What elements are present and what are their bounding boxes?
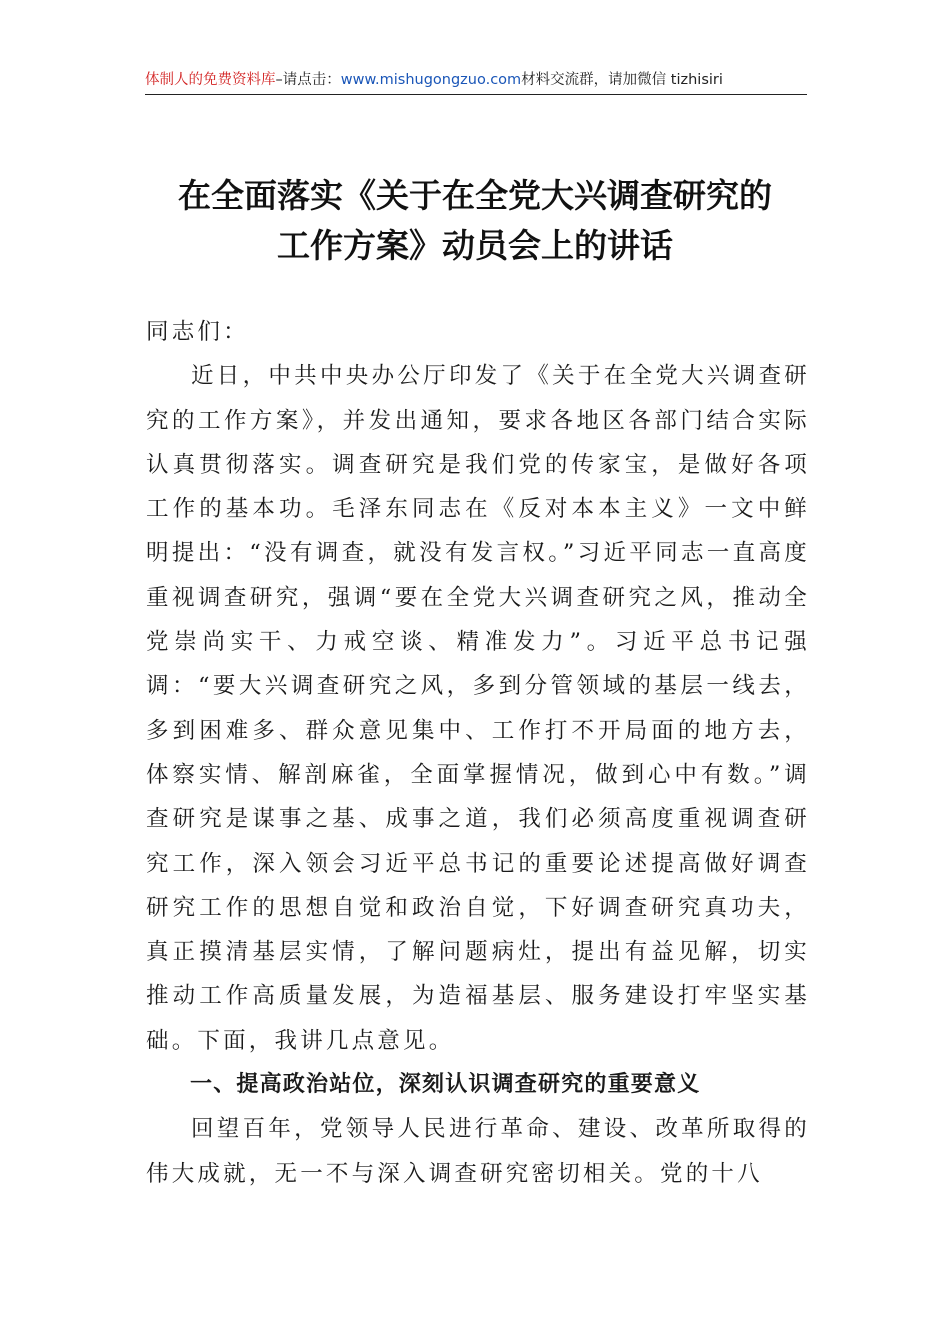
header-prompt: –请点击： — [275, 72, 341, 88]
title-line-1: 在全面落实《关于在全党大兴调查研究的 — [178, 176, 772, 215]
header-site-name: 体制人的免费资料库 — [145, 72, 276, 88]
header-tail: 材料交流群，请加微信 tizhisiri — [521, 72, 723, 88]
document-title — [100, 171, 850, 271]
salutation: 同志们： — [146, 319, 249, 345]
header-url-link[interactable]: www.mishugongzuo.com — [340, 72, 522, 88]
paragraph-section-1: 回望百年，党领导人民进行革命、建设、改革所取得的伟大成就，无一不与深入调查研究密切相关。党的十八 — [146, 1116, 810, 1187]
paragraph-intro: 近日，中共中央办公厅印发了《关于在全党大兴调查研究的工作方案》，并发出通知，要求各地区各部门结合实际认真贯彻落实。调查研究是我们党的传家宝，是做好各项工作的基本功。毛泽东同志在《反对本本主义》一文中鲜明提出：“没有调查，就没有发言权。”习近平同志一直高度重视调查研究，强调“要在全党大兴调查研究之风，推动全党崇尚实干、力戒空谈、精准发力”。习近平总书记强调：“要大兴调查研究之风，多到分管领域的基层一线去，多到困难多、群众意见集中、工作打不开局面的地方去，体察实情、解剖麻雀，全面掌握情况，做到心中有数。”调查研究是谋事之基、成事之道，我们必须高度重视调查研究工作，深入领会习近平总书记的重要论述提高做好调查研究工作的思想自觉和政治自觉，下好调查研究真功夫，真正摸清基层实情，了解问题病灶，提出有益见解，切实推动工作高质量发展，为造福基层、服务建设打牢坚实基础。下面，我讲几点意见。 — [146, 363, 810, 1054]
section-heading-1: 一、提高政治站位，深刻认识调查研究的重要意义 — [190, 1072, 701, 1098]
page-header — [145, 66, 807, 95]
title-line-2: 工作方案》动员会上的讲话 — [277, 226, 673, 265]
document-body — [146, 310, 810, 1196]
